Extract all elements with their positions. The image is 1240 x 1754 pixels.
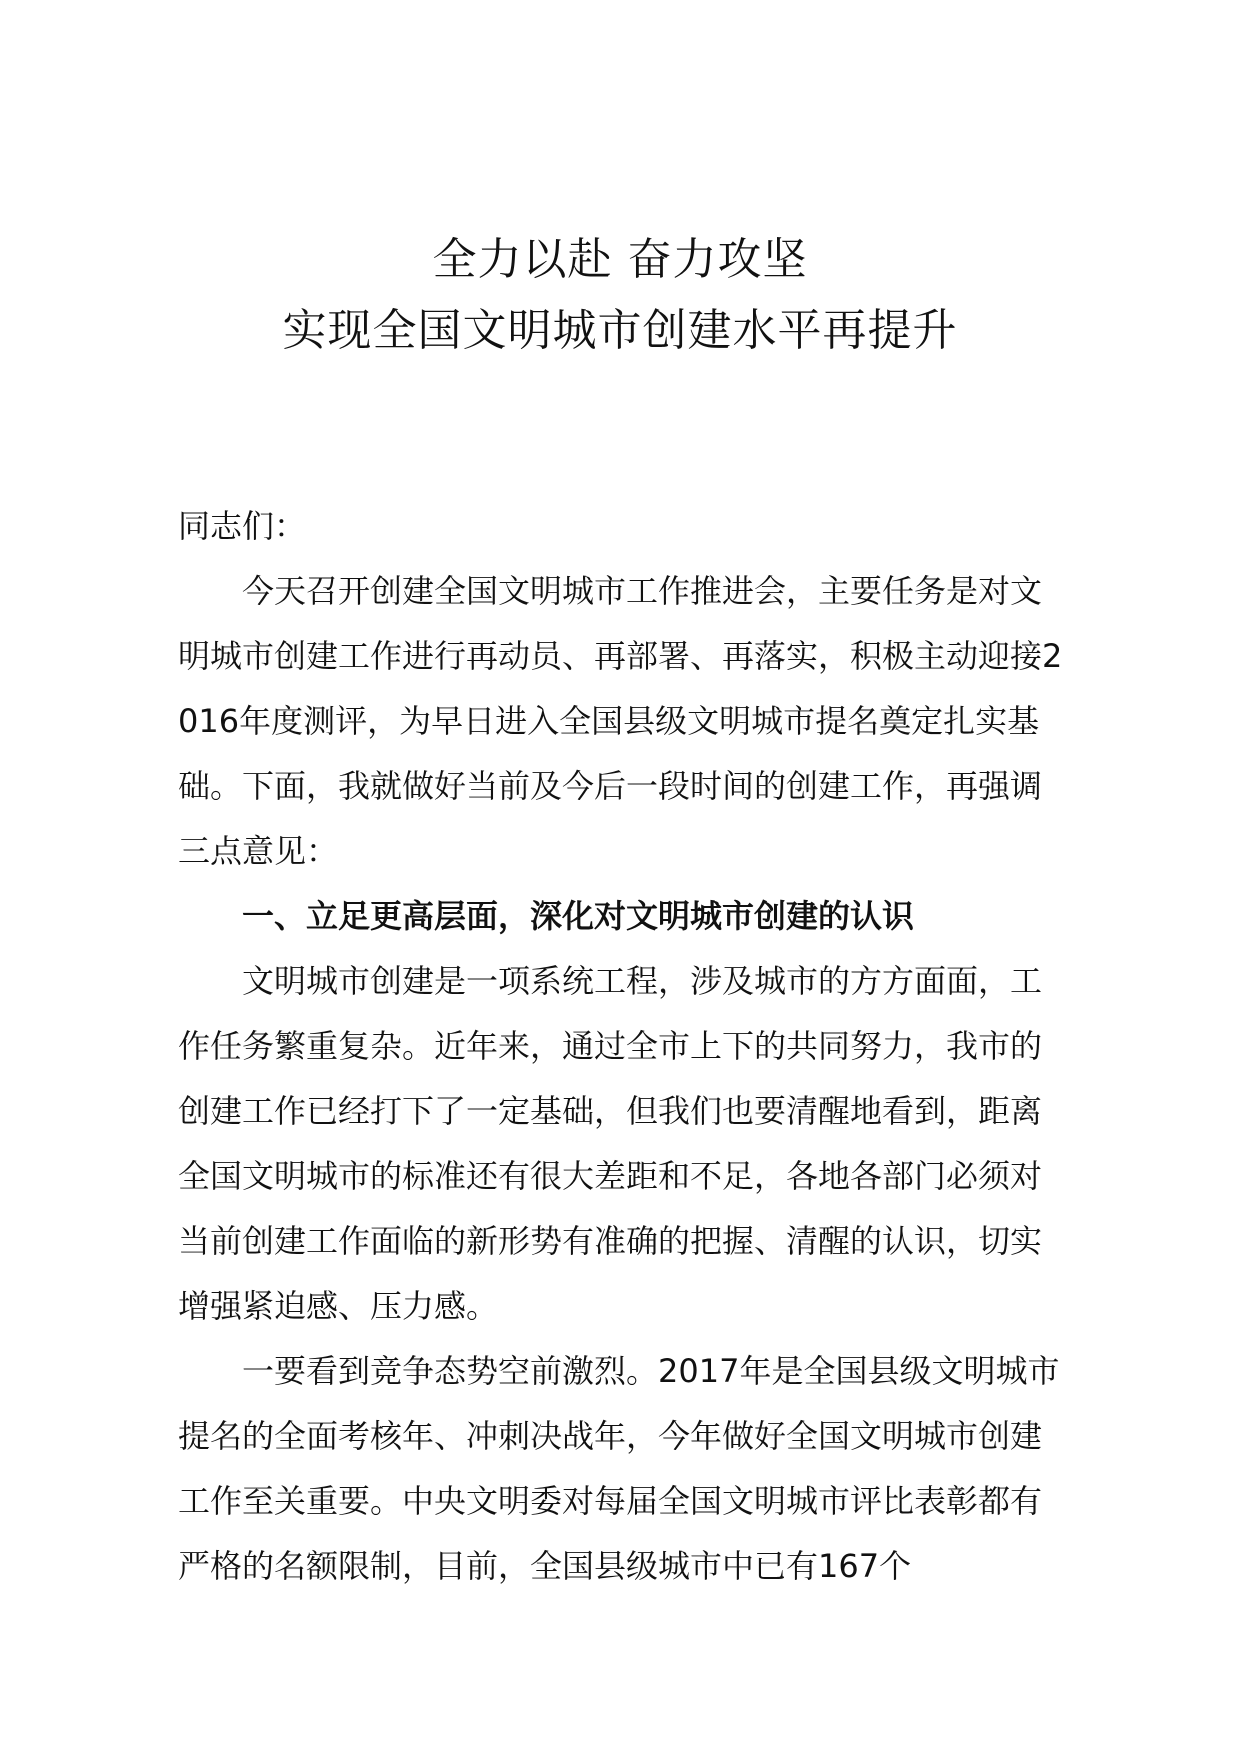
paragraph-intro: 今天召开创建全国文明城市工作推进会，主要任务是对文明城市创建工作进行再动员、再部署、再落实，积极主动迎接2016年度测评，为早日进入全国县级文明城市提名奠定扎实基础。下面，我就做好当前及今后一段时间的创建工作，再强调三点意见： bbox=[178, 572, 1063, 870]
document-body bbox=[178, 494, 1068, 1599]
document-title-line-1: 全力以赴 奋力攻坚 bbox=[432, 234, 808, 285]
paragraph-section-1: 文明城市创建是一项系统工程，涉及城市的方方面面，工作任务繁重复杂。近年来，通过全市上下的共同努力，我市的创建工作已经打下了一定基础，但我们也要清醒地看到，距离全国文明城市的标准还有很大差距和不足，各地各部门必须对当前创建工作面临的新形势有准确的把握、清醒的认识，切实增强紧迫感、压力感。 bbox=[178, 962, 1043, 1325]
section-heading-1: 一、立足更高层面，深化对文明城市创建的认识 bbox=[242, 897, 915, 935]
salutation: 同志们： bbox=[178, 507, 307, 545]
document-title-line-2: 实现全国文明城市创建水平再提升 bbox=[282, 305, 958, 356]
paragraph-point-1: 一要看到竞争态势空前激烈。2017年是全国县级文明城市提名的全面考核年、冲刺决战年，今年做好全国文明城市创建工作至关重要。中央文明委对每届全国文明城市评比表彰都有严格的名额限制，目前，全国县级城市中已有167个 bbox=[178, 1352, 1060, 1585]
